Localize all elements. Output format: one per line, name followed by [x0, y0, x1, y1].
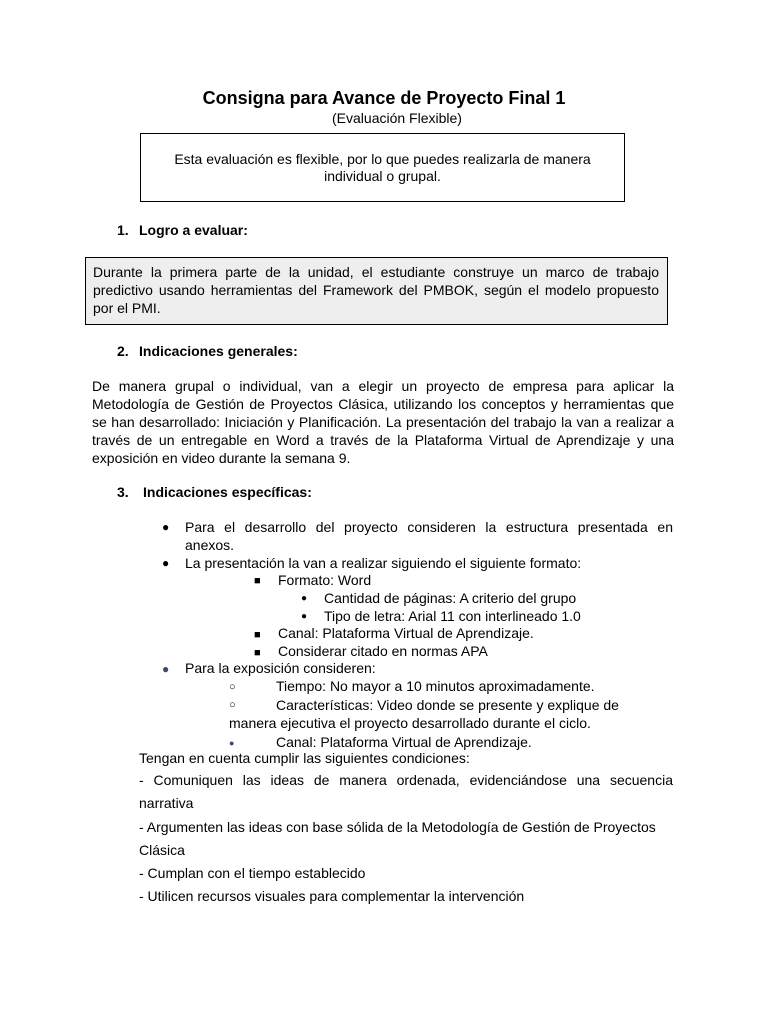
section-3-number: 3.	[117, 484, 129, 500]
format-word-item: Formato: Word	[278, 572, 372, 588]
features-item-line-2: manera ejecutiva el proyecto desarrollado durante el ciclo.	[229, 715, 591, 731]
section-3-heading	[117, 483, 312, 501]
pages-item: Cantidad de páginas: A criterio del grupo	[324, 590, 577, 606]
spec-bullet-1: Para el desarrollo del proyecto consideren la estructura presentada en anexos.	[185, 519, 673, 553]
square-bullet-icon: ■	[254, 575, 261, 587]
page-subtitle: (Evaluación Flexible)	[332, 110, 462, 126]
section-2-number: 2.	[117, 343, 129, 359]
font-item: Tipo de letra: Arial 11 con interlineado 1.0	[324, 608, 581, 624]
logro-box	[85, 257, 668, 325]
section-2-title: Indicaciones generales:	[139, 343, 298, 359]
conditions-intro: Tengan en cuenta cumplir las siguientes condiciones:	[139, 750, 470, 766]
section-1-number: 1.	[117, 222, 129, 238]
apa-item: Considerar citado en normas APA	[278, 643, 488, 659]
spec-bullet-2: La presentación la van a realizar siguiendo el siguiente formato:	[185, 555, 582, 571]
general-paragraph: De manera grupal o individual, van a elegir un proyecto de empresa para aplicar la Metodología de Gestión de Proyectos Clásica, utilizando los conceptos y herramientas que se han desarrollado: Iniciación y Planificación. La presentación del trabajo la van a realizar a través de un entregable en Word a través de la Plataforma Virtual de Aprendizaje y una exposición en video durante la semana 9.	[92, 378, 674, 466]
page-title: Consigna para Avance de Proyecto Final 1	[202, 88, 566, 108]
disc-bullet-icon: ●	[301, 611, 308, 622]
condition-item: - Cumplan con el tiempo establecido	[139, 865, 366, 881]
condition-item: - Argumenten las ideas con base sólida de la Metodología de Gestión de Proyectos Clásica	[139, 819, 656, 858]
section-3-title: Indicaciones específicas:	[143, 484, 312, 500]
logro-text: Durante la primera parte de la unidad, el estudiante construye un marco de trabajo predictivo usando herramientas del Framework del PMBOK, según el modelo propuesto por el PMI.	[93, 264, 659, 316]
square-bullet-icon: ■	[254, 629, 261, 641]
channel-item: Canal: Plataforma Virtual de Aprendizaje.	[278, 625, 534, 641]
circle-bullet-icon: ○	[229, 681, 236, 693]
section-1-heading	[117, 221, 248, 239]
circle-bullet-icon: ○	[229, 699, 236, 711]
flexible-note-text: Esta evaluación es flexible, por lo que puedes realizarla de manera individual o grupal.	[174, 150, 591, 184]
video-channel-item: Canal: Plataforma Virtual de Aprendizaje.	[276, 734, 532, 750]
time-item: Tiempo: No mayor a 10 minutos aproximadamente.	[276, 678, 595, 694]
condition-item: - Utilicen recursos visuales para complementar la intervención	[139, 888, 525, 904]
flexible-note-box	[140, 133, 625, 202]
features-item-line-1: Características: Video donde se presente y explique de	[276, 697, 619, 713]
disc-bullet-icon: ●	[229, 738, 235, 748]
condition-item: - Comuniquen las ideas de manera ordenada, evidenciándose una secuencia narrativa	[139, 772, 673, 811]
disc-bullet-icon: ●	[162, 556, 170, 570]
disc-bullet-icon: ●	[162, 662, 170, 676]
disc-bullet-icon: ●	[162, 520, 170, 534]
square-bullet-icon: ■	[254, 647, 261, 659]
spec-bullet-3: Para la exposición consideren:	[185, 660, 376, 676]
section-1-title: Logro a evaluar:	[139, 222, 248, 238]
section-2-heading	[117, 342, 298, 360]
disc-bullet-icon: ●	[301, 593, 308, 604]
